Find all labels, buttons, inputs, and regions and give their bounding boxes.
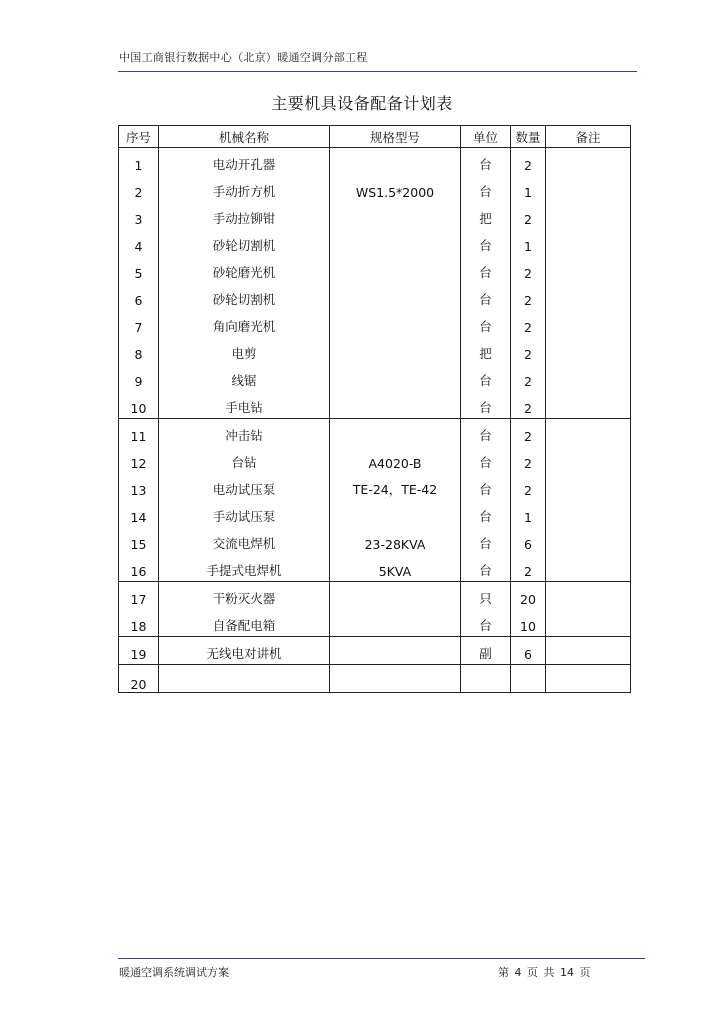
header-divider	[118, 71, 637, 72]
cell-spec: 5KVA	[330, 554, 461, 582]
cell-spec	[330, 202, 461, 229]
cell-remark	[546, 229, 631, 256]
footer-divider	[118, 958, 645, 959]
cell-qty: 6	[511, 637, 546, 665]
cell-name: 砂轮磨光机	[159, 256, 330, 283]
footer-page-info: 第 4 页 共 14 页	[498, 966, 591, 979]
cell-remark	[546, 148, 631, 176]
cell-name: 角向磨光机	[159, 310, 330, 337]
table-row	[119, 527, 631, 554]
table-row	[119, 175, 631, 202]
cell-unit: 只	[461, 582, 511, 610]
cell-spec	[330, 582, 461, 610]
cell-no: 11	[119, 419, 159, 447]
running-header: 中国工商银行数据中心（北京）暖通空调分部工程	[119, 51, 368, 64]
cell-no: 18	[119, 609, 159, 637]
cell-unit: 台	[461, 256, 511, 283]
page-title: 主要机具设备配备计划表	[271, 94, 453, 113]
cell-no: 17	[119, 582, 159, 610]
cell-name: 无线电对讲机	[159, 637, 330, 665]
col-header-name: 机械名称	[159, 126, 330, 148]
cell-remark	[546, 446, 631, 473]
cell-remark	[546, 665, 631, 693]
cell-unit: 台	[461, 473, 511, 500]
cell-no: 2	[119, 175, 159, 202]
col-header-remark: 备注	[546, 126, 631, 148]
cell-no: 16	[119, 554, 159, 582]
cell-qty: 2	[511, 446, 546, 473]
cell-spec	[330, 256, 461, 283]
cell-remark	[546, 337, 631, 364]
table-row	[119, 337, 631, 364]
cell-unit: 把	[461, 337, 511, 364]
table-row	[119, 148, 631, 176]
cell-name: 手动拉铆钳	[159, 202, 330, 229]
table-row	[119, 609, 631, 637]
table-row	[119, 364, 631, 391]
cell-qty: 2	[511, 148, 546, 176]
cell-unit: 台	[461, 500, 511, 527]
cell-qty: 1	[511, 229, 546, 256]
cell-unit: 台	[461, 283, 511, 310]
table-row	[119, 582, 631, 610]
cell-name: 交流电焊机	[159, 527, 330, 554]
footer-doc-name: 暖通空调系统调试方案	[119, 966, 229, 979]
cell-qty	[511, 665, 546, 693]
cell-name: 电动试压泵	[159, 473, 330, 500]
cell-qty: 2	[511, 310, 546, 337]
cell-spec	[330, 637, 461, 665]
table-row	[119, 202, 631, 229]
cell-qty: 20	[511, 582, 546, 610]
cell-spec	[330, 364, 461, 391]
cell-remark	[546, 175, 631, 202]
cell-qty: 2	[511, 391, 546, 419]
col-header-unit: 单位	[461, 126, 511, 148]
cell-unit: 台	[461, 554, 511, 582]
cell-name: 台钻	[159, 446, 330, 473]
cell-unit: 台	[461, 364, 511, 391]
cell-no: 20	[119, 665, 159, 693]
cell-spec	[330, 283, 461, 310]
cell-qty: 2	[511, 283, 546, 310]
cell-remark	[546, 310, 631, 337]
cell-unit: 台	[461, 391, 511, 419]
cell-unit: 台	[461, 609, 511, 637]
cell-remark	[546, 609, 631, 637]
cell-qty: 2	[511, 337, 546, 364]
cell-name: 手动试压泵	[159, 500, 330, 527]
cell-spec: TE-24，TE-42	[330, 473, 461, 500]
cell-name: 砂轮切割机	[159, 229, 330, 256]
cell-name: 自备配电箱	[159, 609, 330, 637]
cell-spec: 23-28KVA	[330, 527, 461, 554]
table-header-row	[119, 126, 631, 148]
cell-remark	[546, 256, 631, 283]
table-row	[119, 229, 631, 256]
table-row	[119, 637, 631, 665]
table-row	[119, 473, 631, 500]
col-header-qty: 数量	[511, 126, 546, 148]
cell-unit: 把	[461, 202, 511, 229]
table-row	[119, 665, 631, 693]
cell-unit: 台	[461, 527, 511, 554]
cell-qty: 1	[511, 175, 546, 202]
cell-unit: 台	[461, 148, 511, 176]
table-row	[119, 500, 631, 527]
cell-no: 19	[119, 637, 159, 665]
cell-name: 电动开孔器	[159, 148, 330, 176]
cell-unit: 台	[461, 419, 511, 447]
cell-unit: 副	[461, 637, 511, 665]
cell-qty: 2	[511, 419, 546, 447]
cell-qty: 2	[511, 202, 546, 229]
cell-name	[159, 665, 330, 693]
cell-unit: 台	[461, 175, 511, 202]
cell-remark	[546, 582, 631, 610]
cell-unit	[461, 665, 511, 693]
cell-no: 7	[119, 310, 159, 337]
cell-spec	[330, 609, 461, 637]
cell-qty: 10	[511, 609, 546, 637]
cell-qty: 2	[511, 554, 546, 582]
cell-remark	[546, 419, 631, 447]
equipment-plan-table	[118, 125, 631, 693]
cell-name: 冲击钻	[159, 419, 330, 447]
cell-no: 4	[119, 229, 159, 256]
table-row	[119, 446, 631, 473]
cell-no: 5	[119, 256, 159, 283]
cell-remark	[546, 202, 631, 229]
cell-remark	[546, 283, 631, 310]
cell-name: 手动折方机	[159, 175, 330, 202]
cell-spec	[330, 229, 461, 256]
cell-name: 干粉灭火器	[159, 582, 330, 610]
cell-no: 9	[119, 364, 159, 391]
cell-no: 12	[119, 446, 159, 473]
table-row	[119, 391, 631, 419]
table-row	[119, 310, 631, 337]
cell-unit: 台	[461, 446, 511, 473]
cell-remark	[546, 473, 631, 500]
cell-remark	[546, 527, 631, 554]
col-header-no: 序号	[119, 126, 159, 148]
col-header-spec: 规格型号	[330, 126, 461, 148]
cell-qty: 1	[511, 500, 546, 527]
cell-no: 6	[119, 283, 159, 310]
cell-remark	[546, 637, 631, 665]
cell-name: 手电钻	[159, 391, 330, 419]
cell-name: 电剪	[159, 337, 330, 364]
cell-remark	[546, 554, 631, 582]
table-row	[119, 283, 631, 310]
cell-spec: A4020-B	[330, 446, 461, 473]
cell-no: 8	[119, 337, 159, 364]
cell-spec	[330, 310, 461, 337]
cell-no: 10	[119, 391, 159, 419]
cell-qty: 2	[511, 364, 546, 391]
cell-name: 手提式电焊机	[159, 554, 330, 582]
cell-spec	[330, 419, 461, 447]
cell-remark	[546, 364, 631, 391]
cell-no: 15	[119, 527, 159, 554]
table-row	[119, 256, 631, 283]
cell-no: 1	[119, 148, 159, 176]
cell-name: 线锯	[159, 364, 330, 391]
cell-spec: WS1.5*2000	[330, 175, 461, 202]
cell-remark	[546, 391, 631, 419]
cell-name: 砂轮切割机	[159, 283, 330, 310]
cell-spec	[330, 500, 461, 527]
table-row	[119, 419, 631, 447]
cell-unit: 台	[461, 310, 511, 337]
cell-qty: 2	[511, 256, 546, 283]
cell-qty: 6	[511, 527, 546, 554]
cell-remark	[546, 500, 631, 527]
cell-spec	[330, 391, 461, 419]
table-row	[119, 554, 631, 582]
cell-spec	[330, 148, 461, 176]
cell-no: 13	[119, 473, 159, 500]
cell-spec	[330, 337, 461, 364]
cell-unit: 台	[461, 229, 511, 256]
cell-spec	[330, 665, 461, 693]
cell-no: 3	[119, 202, 159, 229]
cell-qty: 2	[511, 473, 546, 500]
cell-no: 14	[119, 500, 159, 527]
